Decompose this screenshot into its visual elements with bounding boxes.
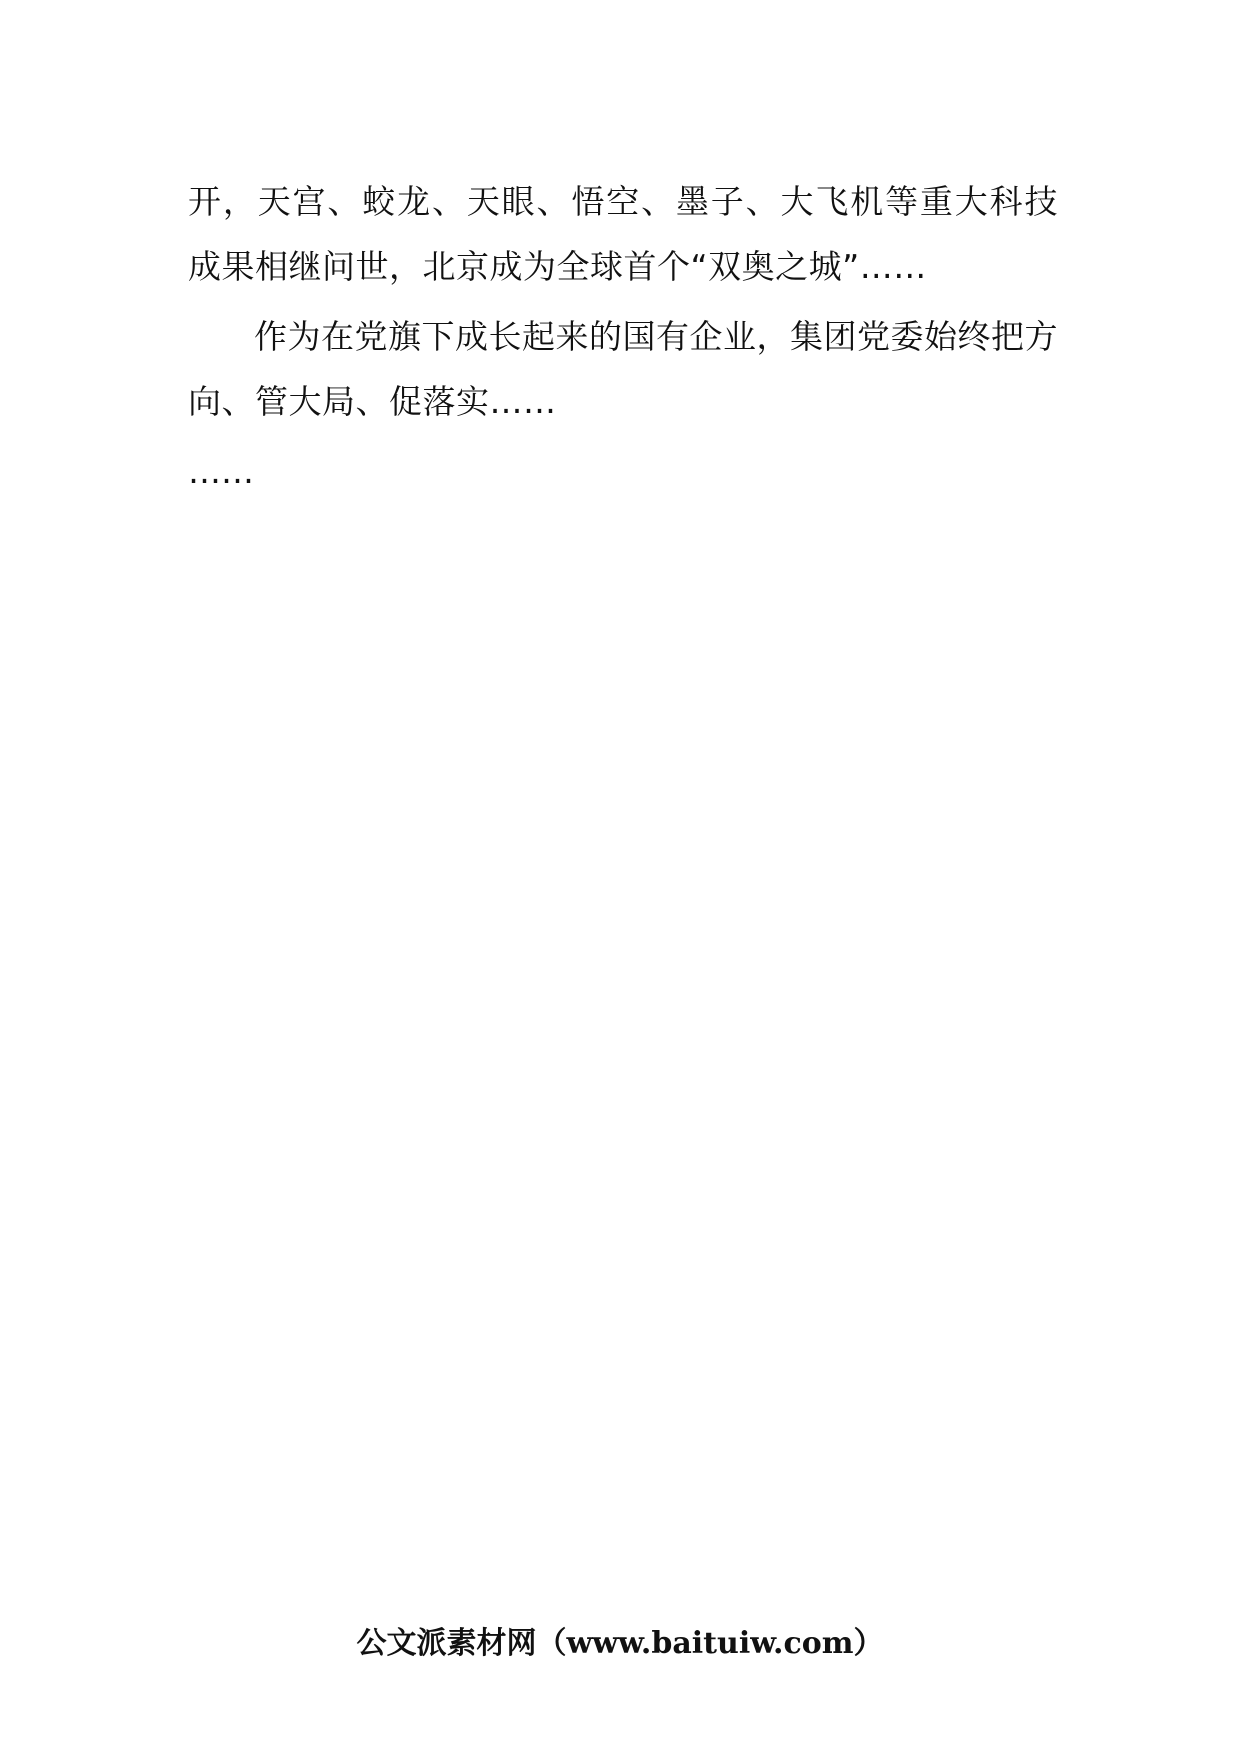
- document-body: [188, 170, 1058, 505]
- omission-marker: ……: [188, 452, 254, 491]
- footer-watermark: 公文派素材网（www.baituiw.com）: [356, 1626, 884, 1661]
- paragraph-1: 开，天宫、蛟龙、天眼、悟空、墨子、大飞机等重大科技成果相继问世，北京成为全球首个“双奥之城”……: [188, 182, 1058, 286]
- paragraph-2: 作为在党旗下成长起来的国有企业，集团党委始终把方向、管大局、促落实……: [188, 317, 1058, 421]
